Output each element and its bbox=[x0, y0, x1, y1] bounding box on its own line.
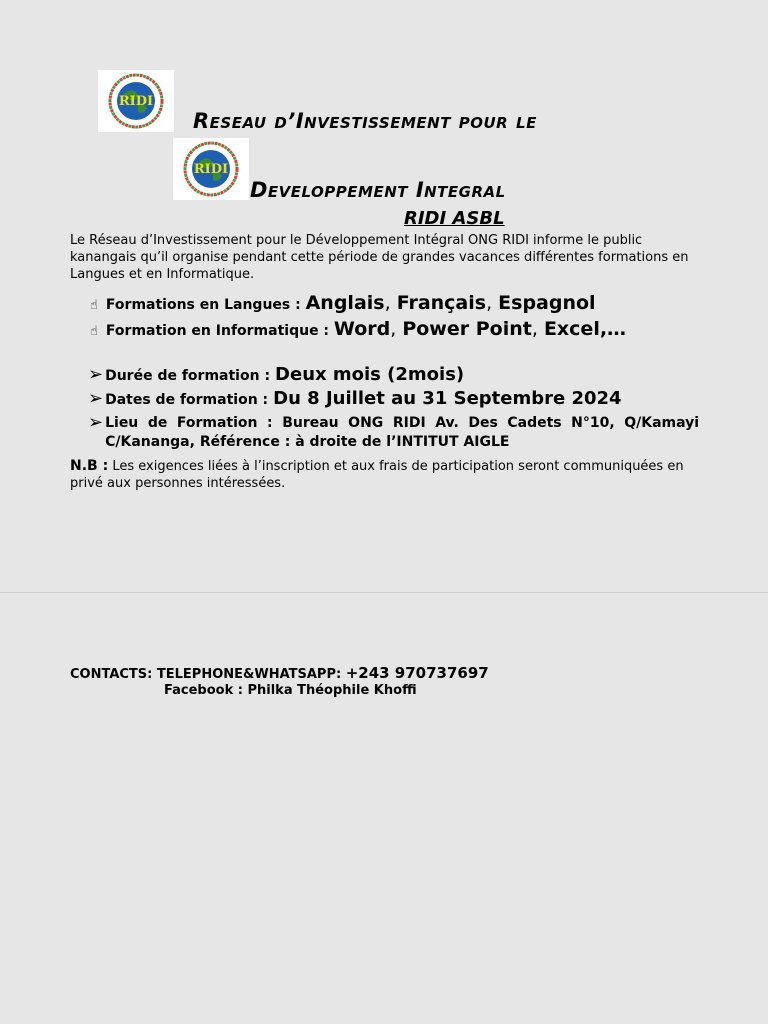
formation-item: Excel,… bbox=[543, 318, 627, 340]
ridi-logo-secondary bbox=[173, 138, 249, 200]
ridi-logo bbox=[98, 70, 174, 132]
intro-paragraph: Le Réseau d’Investissement pour le Développement Intégral ONG RIDI informe le public kanangais qu’il organise pendant cette période de grandes vacances différentes formations en Langues et en Informatique. bbox=[70, 233, 689, 282]
contacts-phone: +243 970737697 bbox=[345, 664, 489, 682]
dates-value: Du 8 Juillet au 31 Septembre 2024 bbox=[273, 388, 622, 409]
lieu-text: Lieu de Formation : Bureau ONG RIDI Av. Des Cadets N°10, Q/Kamayi C/Kananga, Référence : à droite de l’INTITUT AIGLE bbox=[105, 415, 700, 450]
contacts-facebook: Facebook : Philka Théophile Khoffi bbox=[164, 683, 417, 698]
duree-value: Deux mois (2mois) bbox=[275, 364, 465, 385]
formation-item: Power Point bbox=[402, 318, 532, 340]
pointing-hand-icon: ☝ bbox=[90, 298, 98, 313]
arrow-bullet-icon: ➢ bbox=[88, 364, 104, 385]
title-line-1: Reseau d’Investissement pour le bbox=[193, 109, 537, 133]
contacts-label: CONTACTS: TELEPHONE&WHATSAPP: bbox=[70, 667, 342, 682]
pointing-hand-icon: ☝ bbox=[90, 324, 98, 339]
duree-label: Durée de formation : bbox=[105, 368, 271, 384]
formation-item: Français bbox=[396, 292, 487, 314]
duree-row bbox=[88, 364, 464, 385]
note-paragraph bbox=[70, 458, 710, 492]
formation-item: Word bbox=[333, 318, 391, 340]
lieu-row bbox=[88, 414, 699, 452]
formation-item: Anglais bbox=[305, 292, 385, 314]
formation-row-informatique: ☝ Formation en Informatique : Word , Power Point , Excel,… bbox=[90, 318, 627, 340]
formation-row-languages: ☝ Formations en Langues : Anglais , Français , Espagnol bbox=[90, 292, 596, 314]
note-label: N.B : bbox=[70, 458, 109, 474]
formation-label: Formations en Langues : bbox=[105, 297, 301, 313]
page-divider bbox=[0, 592, 768, 593]
formation-item: Espagnol bbox=[498, 292, 596, 314]
contacts-line bbox=[70, 664, 489, 682]
dates-row bbox=[88, 388, 622, 409]
arrow-bullet-icon: ➢ bbox=[88, 388, 104, 409]
subtitle: RIDI ASBL bbox=[404, 208, 505, 229]
formation-label: Formation en Informatique : bbox=[105, 323, 330, 339]
dates-label: Dates de formation : bbox=[105, 392, 269, 408]
logo-text: RIDI bbox=[118, 94, 154, 109]
logo-text-secondary: RIDI bbox=[193, 162, 229, 177]
title-line-2: Developpement Integral bbox=[250, 178, 506, 202]
note-text: Les exigences liées à l’inscription et aux frais de participation seront communiquées en privé aux personnes intéressées. bbox=[70, 459, 684, 491]
arrow-bullet-icon: ➢ bbox=[88, 412, 104, 433]
